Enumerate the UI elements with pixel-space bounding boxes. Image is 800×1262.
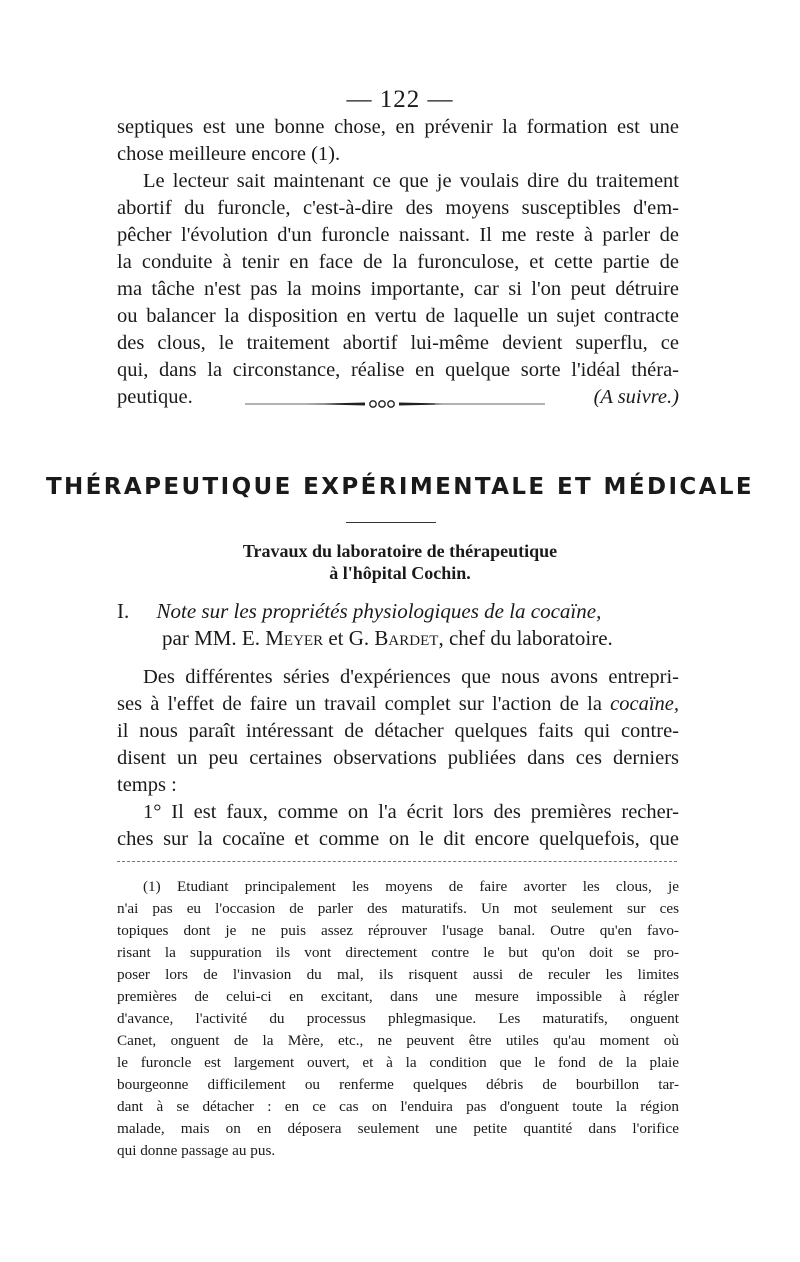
text-line: qui, dans la circonstance, réalise en quelque sorte l'idéal théra-	[117, 359, 679, 381]
text-line: il nous paraît intéressant de détacher quelques faits qui contre-	[117, 720, 679, 742]
text-line: ches sur la cocaïne et comme on le dit encore quelquefois, que	[117, 828, 679, 850]
footnote-line: le furoncle est largement ouvert, et à la condition que le fond de la plaie	[117, 1054, 679, 1071]
footnote-line: Canet, onguent de la Mère, etc., ne peuvent être utiles qu'au moment où	[117, 1032, 679, 1049]
text-line: 1° Il est faux, comme on l'a écrit lors des premières recher-	[143, 801, 679, 823]
text-line: ma tâche n'est pas la moins importante, car si l'on peut détruire	[117, 278, 679, 300]
text-line: abortif du furoncle, c'est-à-dire des moyens susceptibles d'em-	[117, 197, 679, 219]
subheading	[0, 540, 800, 584]
footnote-line: poser lors de l'invasion du mal, ils risquent aussi de reculer les limites	[117, 966, 679, 983]
paragraph-conclusion	[117, 168, 679, 411]
footnote-line: d'avance, l'activité du processus phlegmasique. Les maturatifs, onguent	[117, 1010, 679, 1027]
text-line: disent un peu certaines observations publiées dans ces derniers	[117, 747, 679, 769]
footnote-line: premières de celui-ci en excitant, dans une mesure impossible à régler	[117, 988, 679, 1005]
ornament-divider-icon	[245, 398, 545, 410]
subheading-line: à l'hôpital Cochin.	[329, 563, 471, 583]
text-line: des clous, le traitement abortif lui-même devient superflu, ce	[117, 332, 679, 354]
footnote-line: malade, mais on en déposera seulement une petite quantité dans l'orifice	[117, 1120, 679, 1137]
footnote-line: qui donne passage au pus.	[117, 1142, 276, 1159]
footnote	[117, 876, 679, 1162]
note-title-text: Note sur les propriétés physiologiques de la cocaïne,	[156, 599, 602, 623]
footnote-divider	[117, 861, 677, 862]
paragraph-point-1	[117, 799, 679, 853]
text-line: septiques est une bonne chose, en prévenir la formation est une	[117, 116, 679, 138]
paragraph-continued	[117, 114, 679, 168]
note-and: et G.	[328, 626, 370, 650]
author-name: Meyer	[265, 626, 324, 650]
note-title	[117, 598, 687, 652]
a-suivre: (A suivre.)	[593, 386, 679, 408]
text-line: Le lecteur sait maintenant ce que je voulais dire du traitement	[143, 170, 679, 192]
footnote-line: dant à se détacher : en ce cas on l'enduira pas d'onguent toute la région	[117, 1098, 679, 1115]
divider	[346, 522, 436, 523]
footnote-line: n'ai pas eu l'occasion de parler des maturatifs. Un mot seulement sur ces	[117, 900, 679, 917]
footnote-line: risant la suppuration ils vont directement contre le but qu'on doit se pro-	[117, 944, 679, 961]
note-number: I.	[117, 599, 130, 623]
author-role: , chef du laboratoire.	[438, 626, 613, 650]
page-number: — 122 —	[346, 86, 454, 113]
author-name: Bardet	[374, 626, 439, 650]
text-line: la conduite à tenir en face de la furonculose, et cette partie de	[117, 251, 679, 273]
note-by: par MM. E.	[162, 626, 260, 650]
text-last: peutique.	[117, 386, 193, 408]
subheading-line: Travaux du laboratoire de thérapeutique	[242, 541, 558, 561]
text-segment-italic: cocaïne,	[610, 693, 680, 715]
text-line	[117, 691, 679, 718]
paragraph-intro	[117, 664, 679, 799]
footnote-line: (1) Etudiant principalement les moyens de faire avorter les clous, je	[143, 878, 679, 895]
text-line: Des différentes séries d'expériences que nous avons entrepri-	[143, 666, 679, 688]
text-line: pêcher l'évolution d'un furoncle naissant. Il me reste à parler de	[117, 224, 679, 246]
text-segment: ses à l'effet de faire un travail complet sur l'action de la	[117, 693, 602, 715]
footnote-line: bourgeonne difficilement ou renferme quelques débris de bourbillon tar-	[117, 1076, 679, 1093]
text-line: chose meilleure encore (1).	[117, 143, 341, 165]
footnote-line: topiques dont je ne puis assez réprouver l'usage banal. Outre qu'en favo-	[117, 922, 679, 939]
text-line: temps :	[117, 774, 177, 796]
section-title: THÉRAPEUTIQUE EXPÉRIMENTALE ET MÉDICALE	[45, 474, 755, 500]
text-line: ou balancer la disposition en vertu de laquelle un sujet contracte	[117, 305, 679, 327]
